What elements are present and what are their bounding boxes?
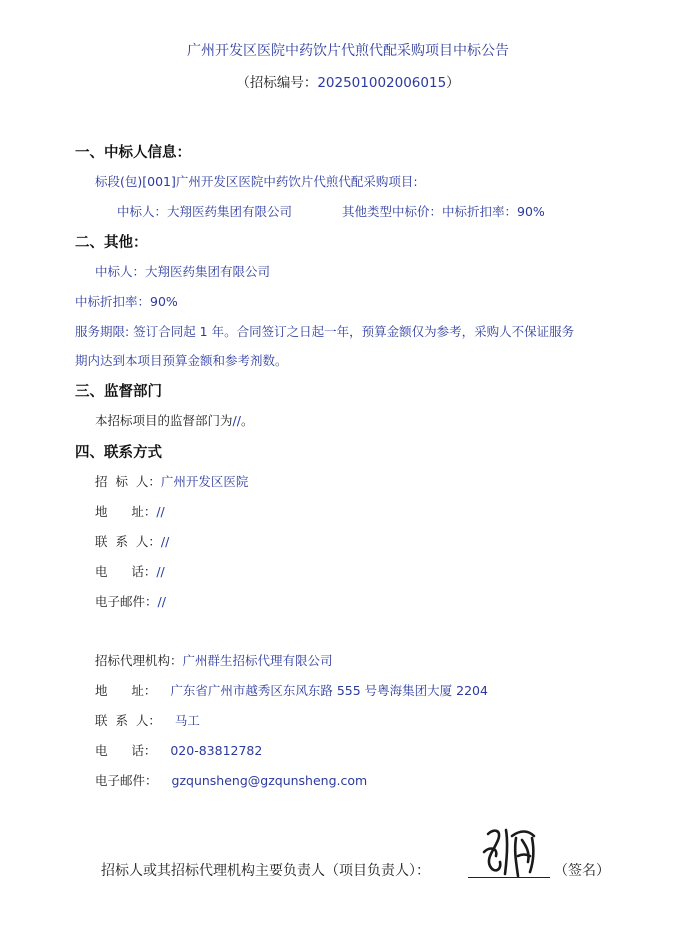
service-text-2: 期内达到本项目预算金额和参考剂数。 [75, 353, 288, 368]
tenderer-email: // [157, 594, 166, 609]
page-title: 广州开发区医院中药饮片代煎代配采购项目中标公告 [187, 43, 509, 59]
tenderer-name-label: 招 标 人： [95, 474, 161, 489]
signature-label: 招标人或其招标代理机构主要负责人（项目负责人）： [101, 863, 430, 879]
section3-heading: 三、监督部门 [75, 384, 162, 400]
service-label: 服务期限: [75, 324, 130, 339]
agency-name-row [95, 651, 333, 669]
winner-line [117, 202, 292, 220]
bid-number [0, 71, 696, 91]
agency-phone: 020-83812782 [170, 743, 263, 758]
bid-number-prefix: （招标编号： [236, 75, 318, 91]
sec2-winner-name: 大翔医药集团有限公司 [145, 264, 271, 279]
tenderer-address-row [95, 502, 165, 520]
tenderer-contact: // [160, 534, 170, 549]
price-value: 中标折扣率：90% [442, 204, 545, 219]
tenderer-contact-label: 联 系 人： [95, 534, 161, 549]
price-label: 其他类型中标价： [342, 204, 443, 219]
bid-number-suffix: ） [446, 75, 460, 91]
handwritten-signature [478, 822, 548, 884]
tenderer-email-label: 电子邮件： [95, 594, 158, 609]
section4-heading: 四、联系方式 [75, 445, 162, 461]
agency-contact: 马工 [174, 713, 200, 728]
supervision-suffix: 。 [240, 413, 254, 428]
agency-address: 广东省广州市越秀区东风东路 555 号粤海集团大厦 2204 [170, 683, 488, 698]
winner-label: 中标人： [117, 204, 168, 219]
agency-contact-label: 联 系 人： [95, 713, 161, 728]
agency-address-row [95, 681, 488, 699]
agency-phone-label: 电 话： [95, 743, 157, 758]
agency-name: 广州群生招标代理有限公司 [182, 653, 333, 668]
agency-address-label: 地 址： [95, 683, 157, 698]
tenderer-email-row [95, 592, 166, 610]
supervision-prefix: 本招标项目的监督部门为 [95, 413, 233, 428]
bid-number-value: 202501002006015 [317, 75, 447, 91]
signature-suffix: （签名） [554, 863, 610, 879]
price-line [342, 202, 545, 220]
section1-heading: 一、中标人信息： [75, 145, 191, 161]
section2-heading: 二、其他： [75, 235, 148, 251]
service-period-line [75, 322, 574, 340]
winner-name: 大翔医药集团有限公司 [167, 204, 293, 219]
agency-phone-row [95, 741, 262, 759]
agency-email-label: 电子邮件： [95, 773, 158, 788]
sec2-winner-line [95, 262, 270, 280]
tenderer-contact-row [95, 532, 169, 550]
tenderer-name: 广州开发区医院 [160, 474, 249, 489]
tenderer-address-label: 地 址： [95, 504, 157, 519]
tenderer-name-row [95, 472, 248, 490]
tenderer-address: // [156, 504, 165, 519]
tenderer-phone: // [156, 564, 165, 579]
lot-line: 标段(包)[001]广州开发区医院中药饮片代煎代配采购项目: [95, 174, 418, 189]
service-text-1: 签订合同起 1 年。合同签订之日起一年，预算金额仅为参考，采购人不保证服务 [129, 324, 575, 339]
supervision-line [95, 411, 253, 429]
tenderer-phone-row [95, 562, 165, 580]
tenderer-phone-label: 电 话： [95, 564, 157, 579]
sec2-winner-label: 中标人： [95, 264, 146, 279]
agency-email: gzqunsheng@gzqunsheng.com [171, 773, 368, 788]
sec2-discount: 中标折扣率：90% [75, 294, 178, 309]
supervision-value: // [232, 413, 241, 428]
agency-email-row [95, 771, 367, 789]
agency-contact-row [95, 711, 200, 729]
agency-name-label: 招标代理机构： [95, 653, 183, 668]
